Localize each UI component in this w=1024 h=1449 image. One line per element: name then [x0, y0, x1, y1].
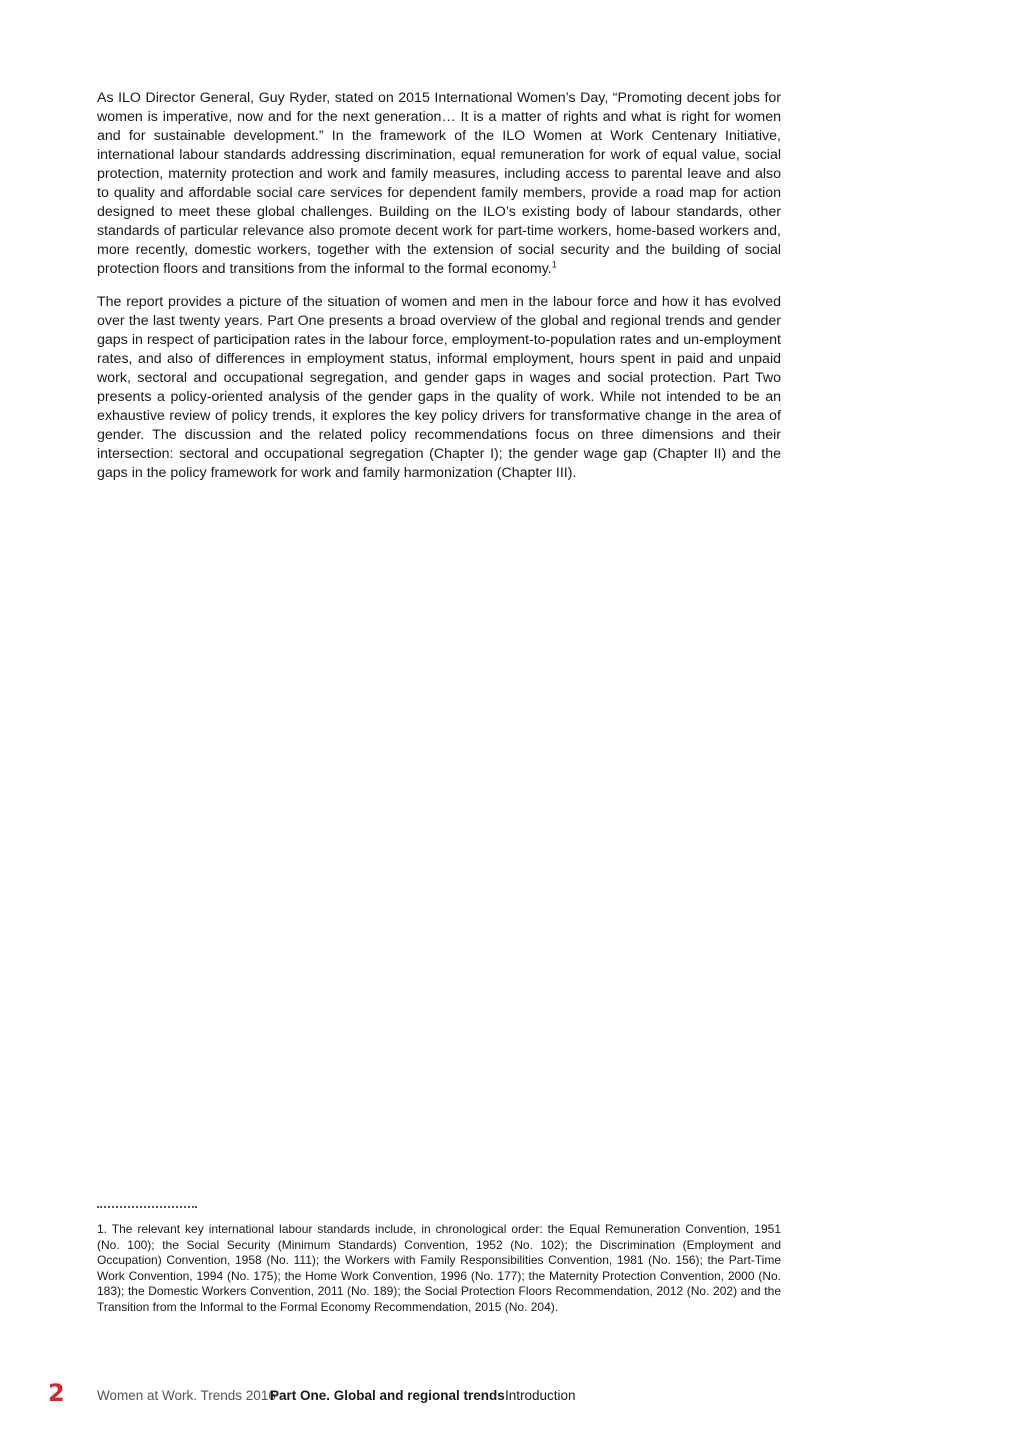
running-title: Women at Work. Trends 2016: [97, 1388, 276, 1403]
running-section-title: Introduction: [505, 1388, 576, 1403]
paragraph-text: As ILO Director General, Guy Ryder, stated on 2015 International Women’s Day, “Promoting decent jobs for women is imperative, now and for the next generation… It is a matter of rights and what is right for women and for sustainable development.” In the framework of the ILO Women at Work Centenary Initiative, international labour standards addressing discrimination, equal remuneration for work of equal value, social protection, maternity protection and work and family measures, including access to parental leave and also to quality and affordable social care services for dependent family members, provide a road map for action designed to meet these global challenges. Building on the ILO’s existing body of labour standards, other standards of particular relevance also promote decent work for part-time workers, home-based workers and, more recently, domestic workers, together with the extension of social security and the building of social protection floors and transitions from the informal to the formal economy.: [97, 90, 781, 277]
page-footer: [48, 1379, 648, 1408]
footnote-1: 1. The relevant key international labour standards include, in chronological order: the Equal Remuneration Convention, 1951 (No. 100); the Social Security (Minimum Standards) Convention, 1952 (No. 102); the Discrimination (Employment and Occupation) Convention, 1958 (No. 111); the Workers with Family Responsibilities Convention, 1981 (No. 156); the Part-Time Work Convention, 1994 (No. 175); the Home Work Convention, 1996 (No. 177); the Maternity Protection Convention, 2000 (No. 183); the Domestic Workers Convention, 2011 (No. 189); the Social Protection Floors Recommendation, 2012 (No. 202) and the Transition from the Informal to the Formal Economy Recommendation, 2015 (No. 204).: [97, 1222, 781, 1314]
page-number: 2: [48, 1379, 65, 1407]
body-paragraph-1: [97, 89, 781, 279]
running-part-title: Part One. Global and regional trends: [270, 1388, 505, 1403]
body-paragraph-2: [97, 293, 781, 483]
footnote-divider: [97, 1206, 197, 1208]
footnote-reference[interactable]: 1: [551, 259, 557, 270]
paragraph-text: The report provides a picture of the situation of women and men in the labour force and how it has evolved over the last twenty years. Part One presents a broad overview of the global and regional trends and gender gaps in respect of participation rates in the labour force, employment-to-population rates and un-employment rates, and also of differences in employment status, informal employment, hours spent in paid and unpaid work, sectoral and occupational segregation, and gender gaps in wages and social protection. Part Two presents a policy-oriented analysis of the gender gaps in the quality of work. While not intended to be an exhaustive review of policy trends, it explores the key policy drivers for transformative change in the area of gender. The discussion and the related policy recommendations focus on three dimensions and their intersection: sectoral and occupational segregation (Chapter I); the gender wage gap (Chapter II) and the gaps in the policy framework for work and family harmonization (Chapter III).: [97, 294, 781, 481]
main-content: [97, 89, 781, 497]
